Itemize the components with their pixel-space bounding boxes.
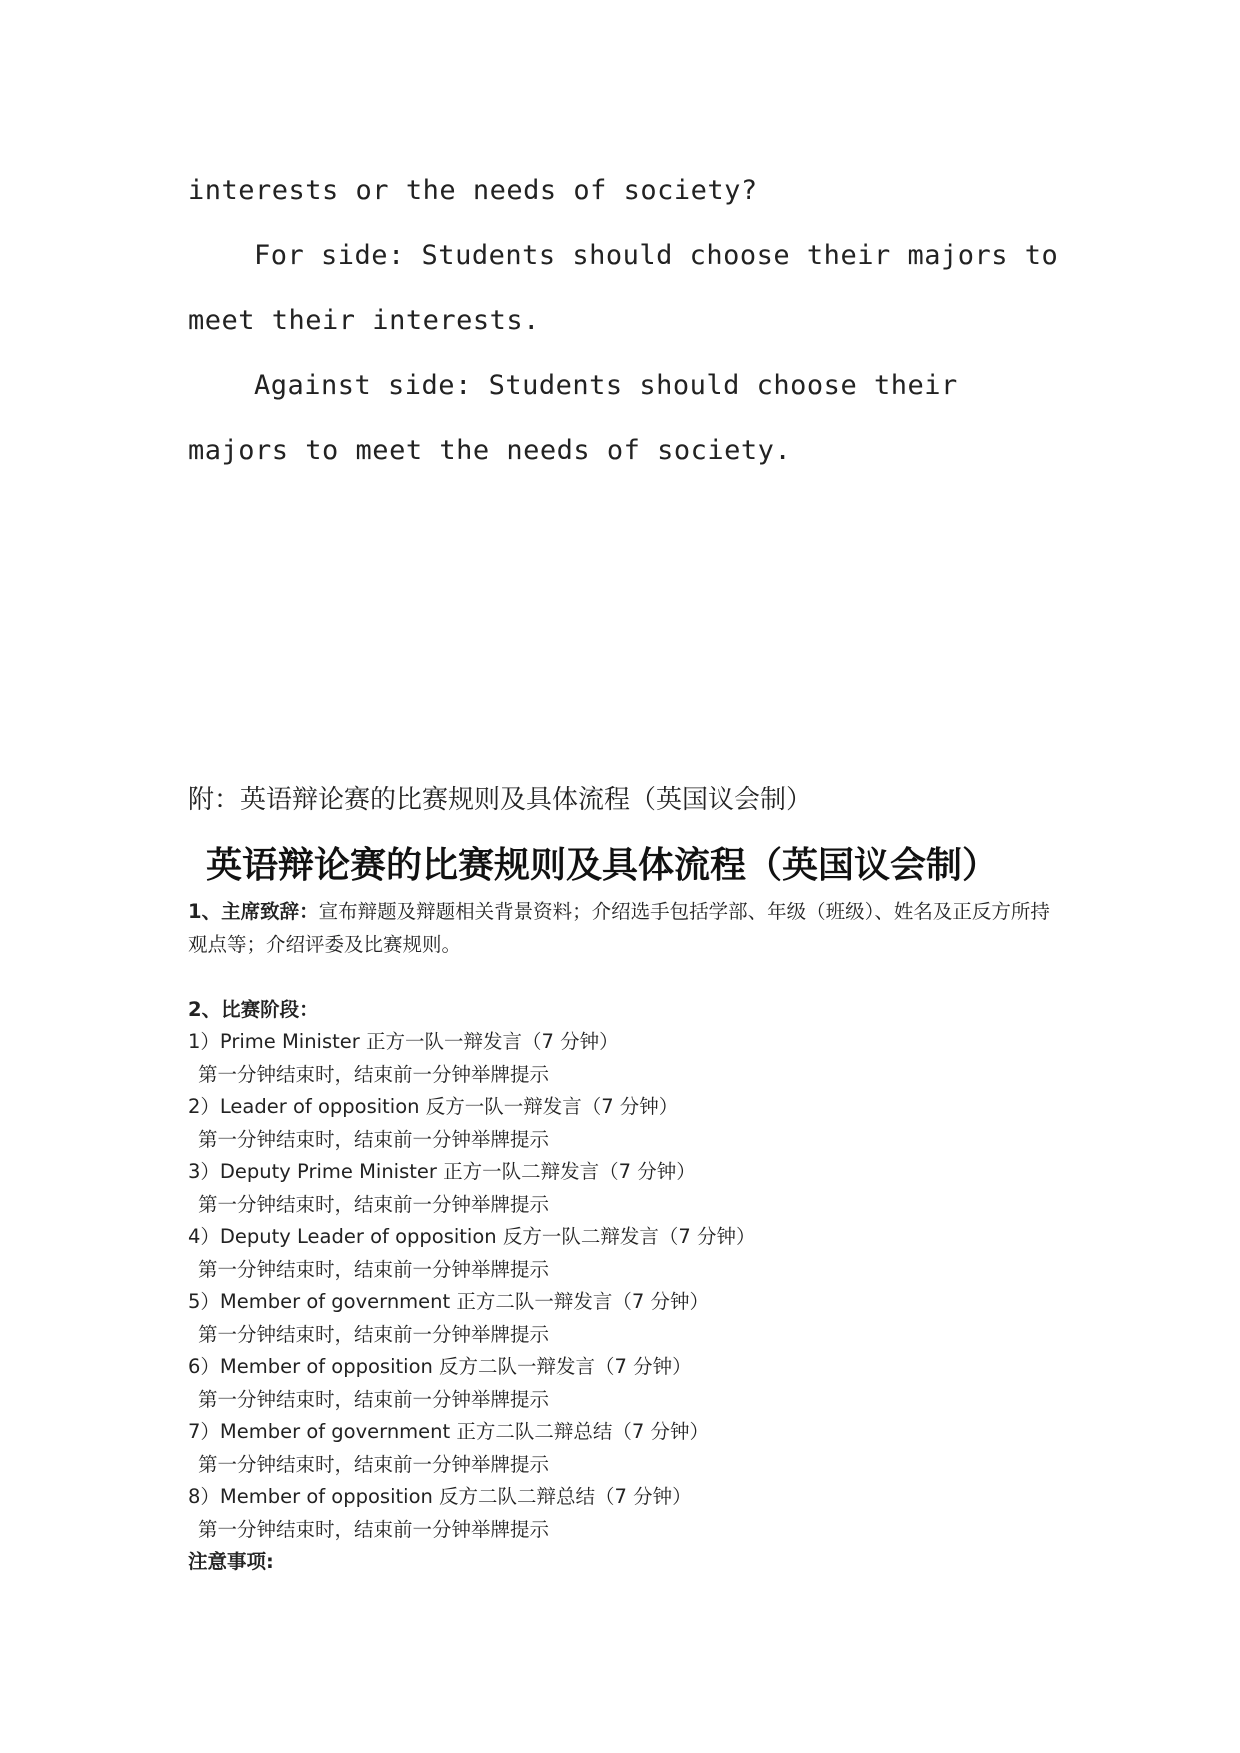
stage-note: 第一分钟结束时，结束前一分钟举牌提示 [198, 1517, 550, 1541]
notes-label: 注意事项: [188, 1550, 274, 1573]
stage-note: 第一分钟结束时，结束前一分钟举牌提示 [198, 1192, 550, 1216]
stage-title: 8）Member of opposition 反方二队二辩总结（7 分钟） [188, 1485, 692, 1508]
section1-paragraph [188, 896, 1068, 961]
stage-note: 第一分钟结束时，结束前一分钟举牌提示 [198, 1127, 550, 1151]
section1-text: 宣布辩题及辩题相关背景资料；介绍选手包括学部、年级（班级）、姓名及正反方所持观点等；介绍评委及比赛规则。 [188, 900, 1050, 956]
stage-title: 5）Member of government 正方二队一辩发言（7 分钟） [188, 1290, 709, 1313]
section1-label: 1、主席致辞： [188, 900, 319, 923]
stage-title: 1）Prime Minister 正方一队一辩发言（7 分钟） [188, 1030, 619, 1053]
stage-title: 7）Member of government 正方二队二辩总结（7 分钟） [188, 1420, 709, 1443]
motion-question-tail: interests or the needs of society? [188, 175, 758, 206]
for-side-text: For side: Students should choose their majors to meet their interests. [188, 240, 1059, 336]
section2-label: 2、比赛阶段： [188, 997, 319, 1021]
stage-note: 第一分钟结束时，结束前一分钟举牌提示 [198, 1062, 550, 1086]
appendix-heading: 附：英语辩论赛的比赛规则及具体流程（英国议会制） [188, 785, 813, 815]
document-title: 英语辩论赛的比赛规则及具体流程（英国议会制） [206, 844, 999, 886]
stage-title: 4）Deputy Leader of opposition 反方一队二辩发言（7 分钟） [188, 1225, 756, 1248]
stage-note: 第一分钟结束时，结束前一分钟举牌提示 [198, 1387, 550, 1411]
stage-note: 第一分钟结束时，结束前一分钟举牌提示 [198, 1452, 550, 1476]
rules-section [188, 896, 1068, 1579]
stage-title: 2）Leader of opposition 反方一队一辩发言（7 分钟） [188, 1095, 679, 1118]
motion-block [188, 158, 1068, 483]
stage-title: 6）Member of opposition 反方二队一辩发言（7 分钟） [188, 1355, 692, 1378]
stage-note: 第一分钟结束时，结束前一分钟举牌提示 [198, 1257, 550, 1281]
against-side-text: Against side: Students should choose their majors to meet the needs of society. [188, 370, 958, 466]
stage-note: 第一分钟结束时，结束前一分钟举牌提示 [198, 1322, 550, 1346]
stage-title: 3）Deputy Prime Minister 正方一队二辩发言（7 分钟） [188, 1160, 696, 1183]
